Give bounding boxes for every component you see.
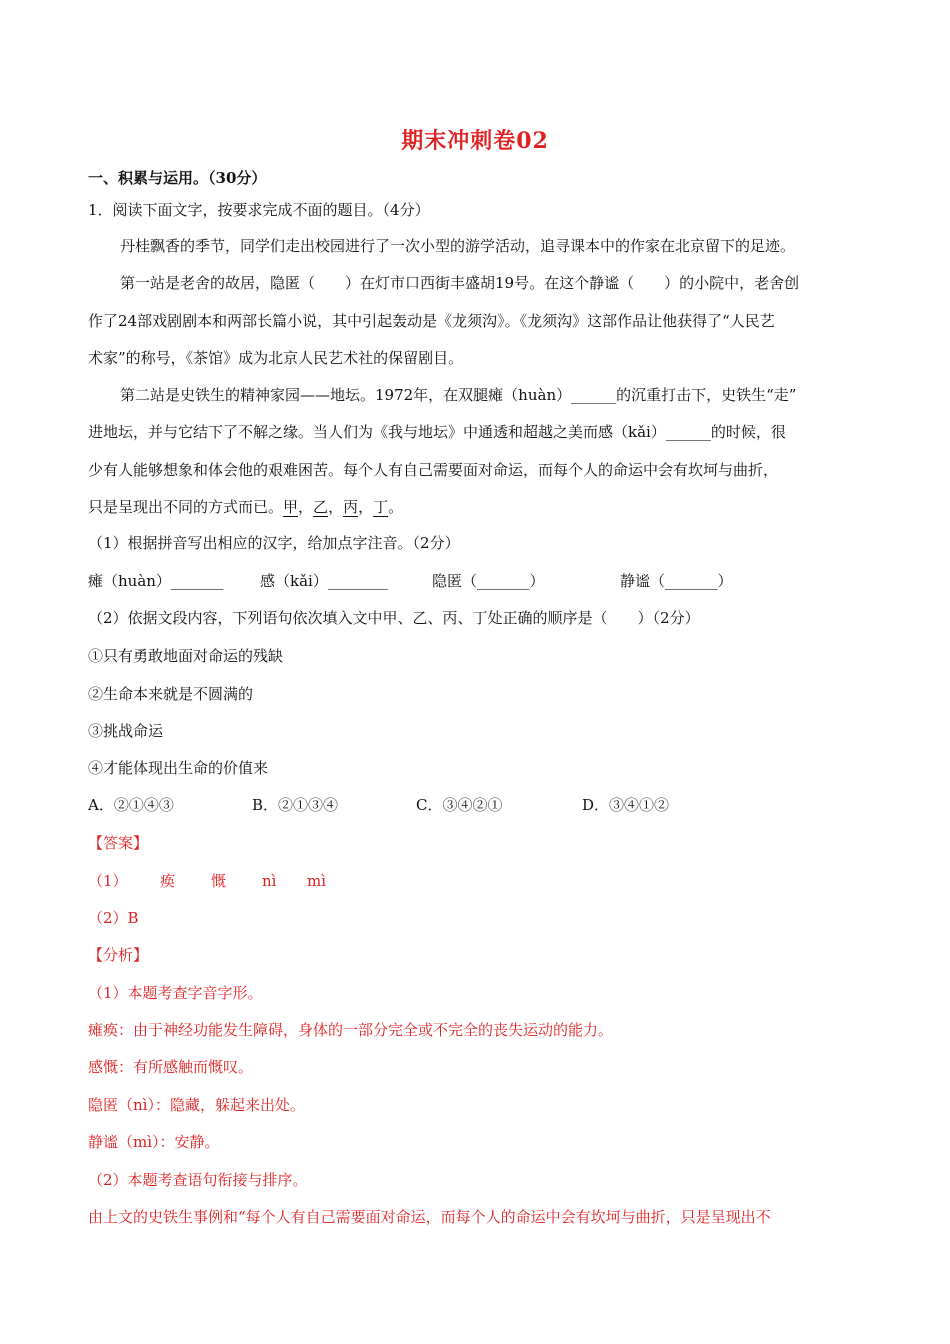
passage-paragraph-3-line-2: 进地坛，并与它结下了不解之缘。当人们为《我与地坛》中通透和超越之美而感（kǎi）______的时候，很	[88, 423, 786, 441]
blank-huan: 瘫（huàn）_______	[88, 572, 224, 590]
section-heading: 一、积累与运用。（30分）	[88, 169, 267, 187]
analysis-line: 静谧（mì）：安静。	[88, 1133, 220, 1151]
passage-paragraph-3-line-4	[88, 497, 403, 517]
passage-paragraph-2-line-3: 术家”的称号，《茶馆》成为北京人民艺术社的保留剧目。	[88, 349, 464, 367]
sentence-4: ④才能体现出生命的价值来	[88, 759, 269, 777]
separator: ，	[358, 498, 374, 516]
question-1-stem: 1．阅读下面文字，按要求完成不面的题目。（4分）	[88, 201, 430, 219]
passage-paragraph-3-line-3: 少有人能够想象和体会他的艰难困苦。每个人有自己需要面对命运，而每个人的命运中会有坎坷与曲折，	[88, 461, 779, 479]
sub-question-1: （1）根据拼音写出相应的汉字，给加点字注音。（2分）	[88, 534, 460, 552]
blank-mi: 静谧（_______）	[620, 572, 733, 590]
mark-ding: 丁	[373, 498, 389, 516]
analysis-line: 瘫痪：由于神经功能发生障碍，身体的一部分完全或不完全的丧失运动的能力。	[88, 1021, 614, 1039]
option-d: D．③④①②	[582, 796, 670, 814]
analysis-line: 由上文的史铁生事例和“每个人有自己需要面对命运，而每个人的命运中会有坎坷与曲折，只是呈现出不	[88, 1208, 771, 1226]
passage-paragraph-2-line-1: 第一站是老舍的故居，隐匿（ ）在灯市口西街丰盛胡19号。在这个静谧（ ）的小院中，老舍创	[120, 274, 800, 292]
passage-paragraph-2-line-2: 作了24部戏剧剧本和两部长篇小说，其中引起轰动是《龙须沟》。《龙须沟》这部作品让他获得了“人民艺	[88, 312, 775, 330]
period: 。	[388, 498, 404, 516]
blank-ni: 隐匿（_______）	[432, 572, 545, 590]
mark-bing: 丙	[343, 498, 359, 516]
analysis-line: 感慨：有所感触而慨叹。	[88, 1058, 254, 1076]
mark-yi: 乙	[313, 498, 329, 516]
passage-text: 只是呈现出不同的方式而已。	[88, 498, 284, 516]
sentence-3: ③挑战命运	[88, 722, 164, 740]
sentence-2: ②生命本来就是不圆满的	[88, 685, 254, 703]
separator: ，	[328, 498, 344, 516]
option-b: B．②①③④	[252, 796, 339, 814]
passage-paragraph-3-line-1: 第二站是史铁生的精神家园——地坛。1972年，在双腿瘫（huàn）______的沉重打击下，史铁生“走”	[120, 386, 797, 404]
option-a: A．②①④③	[88, 796, 174, 814]
answer-1-item: nì	[262, 872, 277, 890]
answer-label: 【答案】	[88, 834, 149, 852]
analysis-label: 【分析】	[88, 946, 149, 964]
analysis-line: （2）本题考查语句衔接与排序。	[88, 1171, 308, 1189]
answer-1-item: 慨	[211, 872, 227, 890]
analysis-line: （1）本题考查字音字形。	[88, 984, 263, 1002]
blank-kai: 感（kǎi）________	[260, 572, 388, 590]
answer-1-item: 痪	[160, 872, 176, 890]
option-c: C．③④②①	[416, 796, 503, 814]
sub-question-2: （2）依据文段内容，下列语句依次填入文中甲、乙、丙、丁处正确的顺序是（ ）（2分）	[88, 609, 700, 627]
answer-1-item: mì	[307, 872, 327, 890]
answer-1-label: （1）	[88, 872, 128, 890]
separator: ，	[298, 498, 314, 516]
passage-paragraph-1: 丹桂飘香的季节，同学们走出校园进行了一次小型的游学活动，追寻课本中的作家在北京留下的足迹。	[120, 237, 796, 255]
answer-2: （2）B	[88, 909, 139, 927]
analysis-line: 隐匿（nì）：隐藏，躲起来出处。	[88, 1096, 305, 1114]
mark-jia: 甲	[283, 498, 299, 516]
sentence-1: ①只有勇敢地面对命运的残缺	[88, 647, 284, 665]
page-title: 期末冲刺卷02	[401, 128, 549, 154]
